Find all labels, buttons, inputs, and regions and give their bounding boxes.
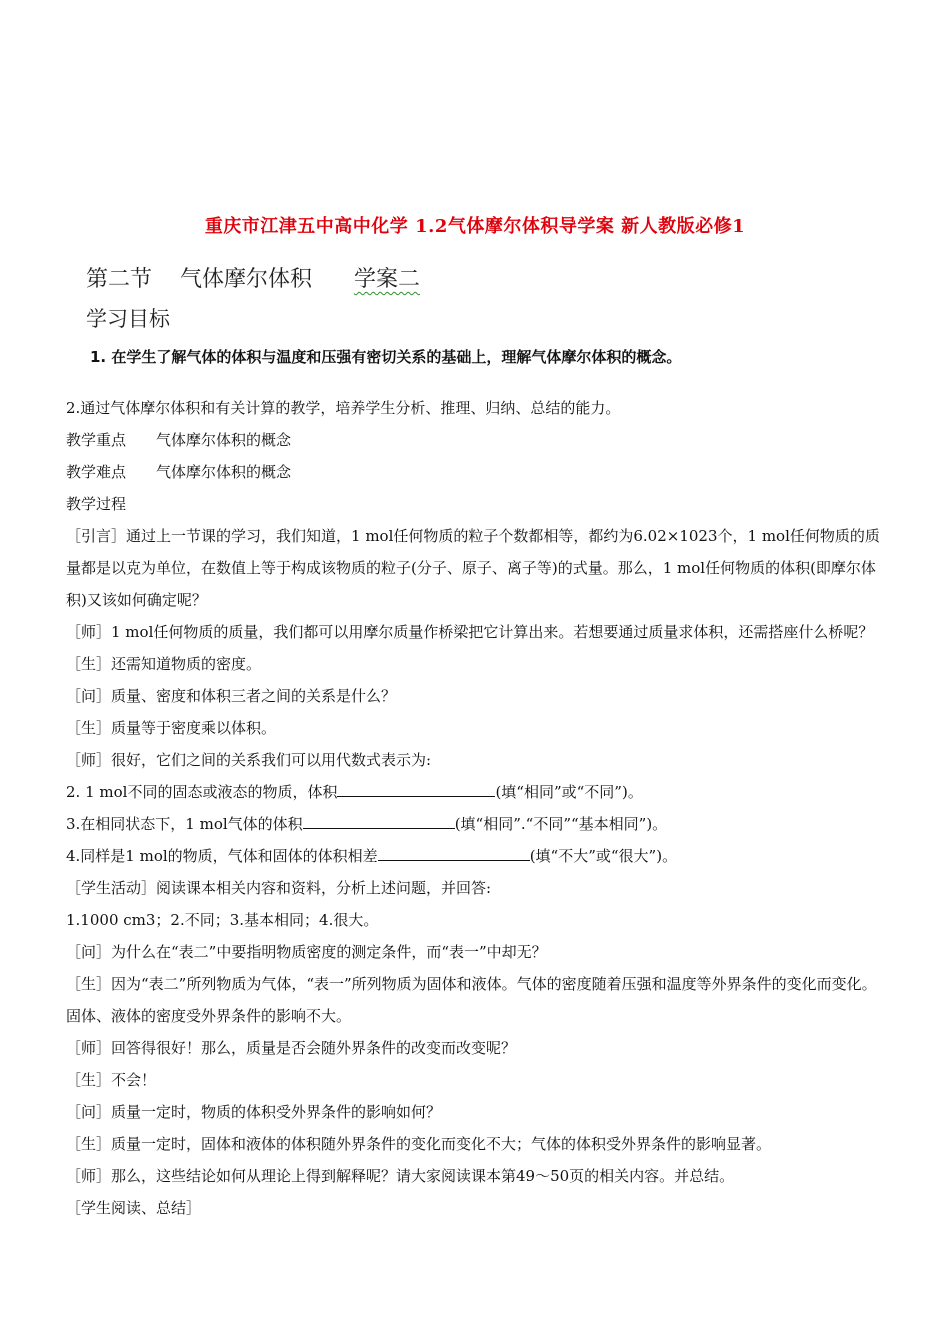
paragraph: ［学生活动］阅读课本相关内容和资料，分析上述问题，并回答: xyxy=(66,879,492,897)
goals-heading: 学习目标 xyxy=(86,307,170,331)
paragraph: 1.1000 cm3；2.不同；3.基本相同；4.很大。 xyxy=(66,911,379,929)
fill-question-1 xyxy=(66,776,884,808)
fill-1-prompt: 2. 1 mol不同的固态或液态的物质，体积 xyxy=(66,783,338,801)
paragraph: ［学生阅读、总结］ xyxy=(66,1199,202,1217)
paragraph: ［生］还需知道物质的密度。 xyxy=(66,655,262,673)
section-label: 学案二 xyxy=(353,267,420,292)
document-body xyxy=(66,392,884,1224)
key-point-text: 气体摩尔体积的概念 xyxy=(156,431,292,449)
paragraph: ［师］那么，这些结论如何从理论上得到解释呢？请大家阅读课本第49～50页的相关内容。并总结。 xyxy=(66,1167,735,1185)
difficult-point-label: 教学难点 xyxy=(66,463,127,481)
paragraph: ［师］很好，它们之间的关系我们可以用代数式表示为: xyxy=(66,751,432,769)
fill-question-2 xyxy=(66,808,884,840)
paragraph: ［生］质量等于密度乘以体积。 xyxy=(66,719,277,737)
fill-question-3 xyxy=(66,840,884,872)
fill-1-options: (填“相同”或“不同”)。 xyxy=(495,783,643,801)
fill-2-options: (填“相同”.“不同”“基本相同”)。 xyxy=(454,815,668,833)
goal-1: 1. 在学生了解气体的体积与温度和压强有密切关系的基础上，理解气体摩尔体积的概念。 xyxy=(90,348,682,366)
paragraph: ［生］因为“表二”所列物质为气体，“表一”所列物质为固体和液体。气体的密度随着压强和温度等外界条件的变化而变化。固体、液体的密度受外界条件的影响不大。 xyxy=(66,975,877,1025)
fill-3-prompt: 4.同样是1 mol的物质，气体和固体的体积相差 xyxy=(66,847,378,865)
goal-2: 2.通过气体摩尔体积和有关计算的教学，培养学生分析、推理、归纳、总结的能力。 xyxy=(66,399,621,417)
difficult-point-text: 气体摩尔体积的概念 xyxy=(156,463,292,481)
paragraph: ［问］质量、密度和体积三者之间的关系是什么？ xyxy=(66,687,397,705)
paragraph: ［生］质量一定时，固体和液体的体积随外界条件的变化而变化不大；气体的体积受外界条件的影响显著。 xyxy=(66,1135,772,1153)
paragraph: ［师］回答得很好！那么，质量是否会随外界条件的改变而改变呢？ xyxy=(66,1039,517,1057)
page-title: 重庆市江津五中高中化学 1.2气体摩尔体积导学案 新人教版必修1 xyxy=(204,216,746,237)
fill-2-prompt: 3.在相同状态下，1 mol气体的体积 xyxy=(66,815,303,833)
paragraph: ［生］不会！ xyxy=(66,1071,157,1089)
key-point xyxy=(66,424,884,456)
answer-blank xyxy=(303,810,455,829)
key-point-label: 教学重点 xyxy=(66,431,127,449)
section-number: 第二节 xyxy=(86,267,153,292)
difficult-point xyxy=(66,456,884,488)
process-heading: 教学过程 xyxy=(66,495,127,513)
paragraph: ［师］1 mol任何物质的质量，我们都可以用摩尔质量作桥梁把它计算出来。若想要通过质量求体积，还需搭座什么桥呢？ xyxy=(66,623,874,641)
answer-blank xyxy=(337,778,495,797)
paragraph: ［问］为什么在“表二”中要指明物质密度的测定条件，而“表一”中却无？ xyxy=(66,943,547,961)
section-name: 气体摩尔体积 xyxy=(180,267,313,292)
paragraph: ［问］质量一定时，物质的体积受外界条件的影响如何？ xyxy=(66,1103,442,1121)
answer-blank xyxy=(378,842,530,861)
paragraph: ［引言］通过上一节课的学习，我们知道，1 mol任何物质的粒子个数都相等，都约为6.02×1023个，1 mol任何物质的质量都是以克为单位，在数值上等于构成该物质的粒子(分子、原子、离子等)的式量。那么，1 mol任何物质的体积(即摩尔体积)又该如何确定呢？ xyxy=(66,527,880,609)
section-heading xyxy=(86,262,420,293)
fill-3-options: (填“不大”或“很大”)。 xyxy=(529,847,678,865)
